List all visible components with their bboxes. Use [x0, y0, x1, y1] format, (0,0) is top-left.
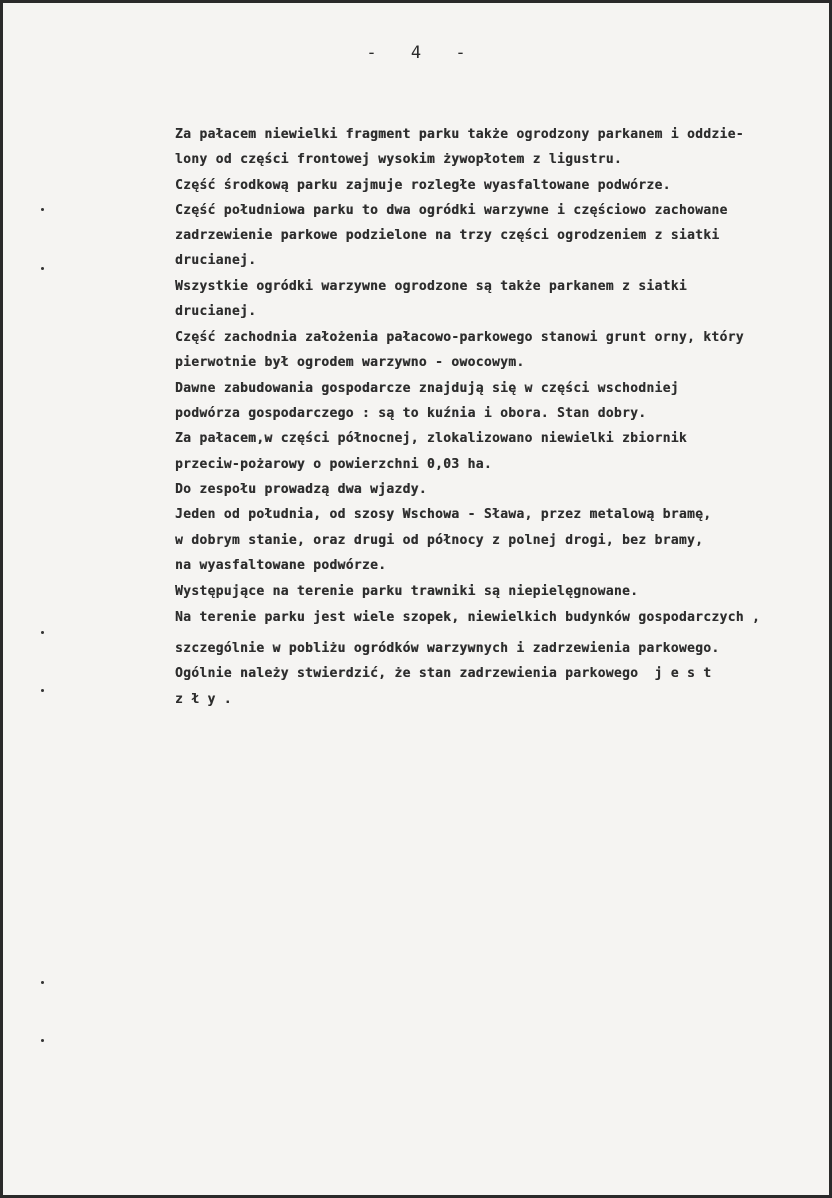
- text-line: Część środkową parku zajmuje rozległe wyasfaltowane podwórze.: [175, 178, 671, 193]
- text-line: Część południowa parku to dwa ogródki warzywne i częściowo zachowane: [175, 203, 728, 218]
- text-line: z ł y .: [175, 692, 232, 707]
- text-line: zadrzewienie parkowe podzielone na trzy części ogrodzeniem z siatki: [175, 228, 720, 243]
- text-line: lony od części frontowej wysokim żywopłotem z ligustru.: [175, 152, 622, 167]
- margin-dot: [41, 267, 44, 270]
- text-line: na wyasfaltowane podwórze.: [175, 558, 387, 573]
- page-header: [3, 43, 829, 63]
- text-line: przeciw-pożarowy o powierzchni 0,03 ha.: [175, 457, 492, 472]
- margin-dot: [41, 1039, 44, 1042]
- text-line: podwórza gospodarczego : są to kuźnia i obora. Stan dobry.: [175, 406, 647, 421]
- text-line: w dobrym stanie, oraz drugi od północy z polnej drogi, bez bramy,: [175, 533, 704, 548]
- text-line: Dawne zabudowania gospodarcze znajdują się w części wschodniej: [175, 381, 679, 396]
- header-left-dash: -: [366, 43, 377, 63]
- text-line: Jeden od południa, od szosy Wschowa - Sława, przez metalową bramę,: [175, 507, 712, 522]
- text-line: pierwotnie był ogrodem warzywno - owocowym.: [175, 355, 525, 370]
- text-line: Do zespołu prowadzą dwa wjazdy.: [175, 482, 427, 497]
- margin-dot: [41, 689, 44, 692]
- header-right-dash: -: [455, 43, 466, 63]
- page-number: 4: [410, 43, 422, 63]
- text-line: Część zachodnia założenia pałacowo-parkowego stanowi grunt orny, który: [175, 330, 744, 345]
- text-line: Występujące na terenie parku trawniki są niepielęgnowane.: [175, 584, 639, 599]
- text-line: szczególnie w pobliżu ogródków warzywnych i zadrzewienia parkowego.: [175, 641, 720, 656]
- text-line: Na terenie parku jest wiele szopek, niewielkich budynków gospodarczych ,: [175, 610, 761, 625]
- margin-dot: [41, 631, 44, 634]
- text-line: Wszystkie ogródki warzywne ogrodzone są także parkanem z siatki: [175, 279, 687, 294]
- text-line: drucianej.: [175, 304, 257, 319]
- text-line: Ogólnie należy stwierdzić, że stan zadrzewienia parkowego j e s t: [175, 666, 712, 681]
- margin-dot: [41, 981, 44, 984]
- margin-dot: [41, 208, 44, 211]
- text-line: Za pałacem,w części północnej, zlokalizowano niewielki zbiornik: [175, 431, 687, 446]
- text-line: drucianej.: [175, 253, 257, 268]
- text-line: Za pałacem niewielki fragment parku także ogrodzony parkanem i oddzie-: [175, 127, 744, 142]
